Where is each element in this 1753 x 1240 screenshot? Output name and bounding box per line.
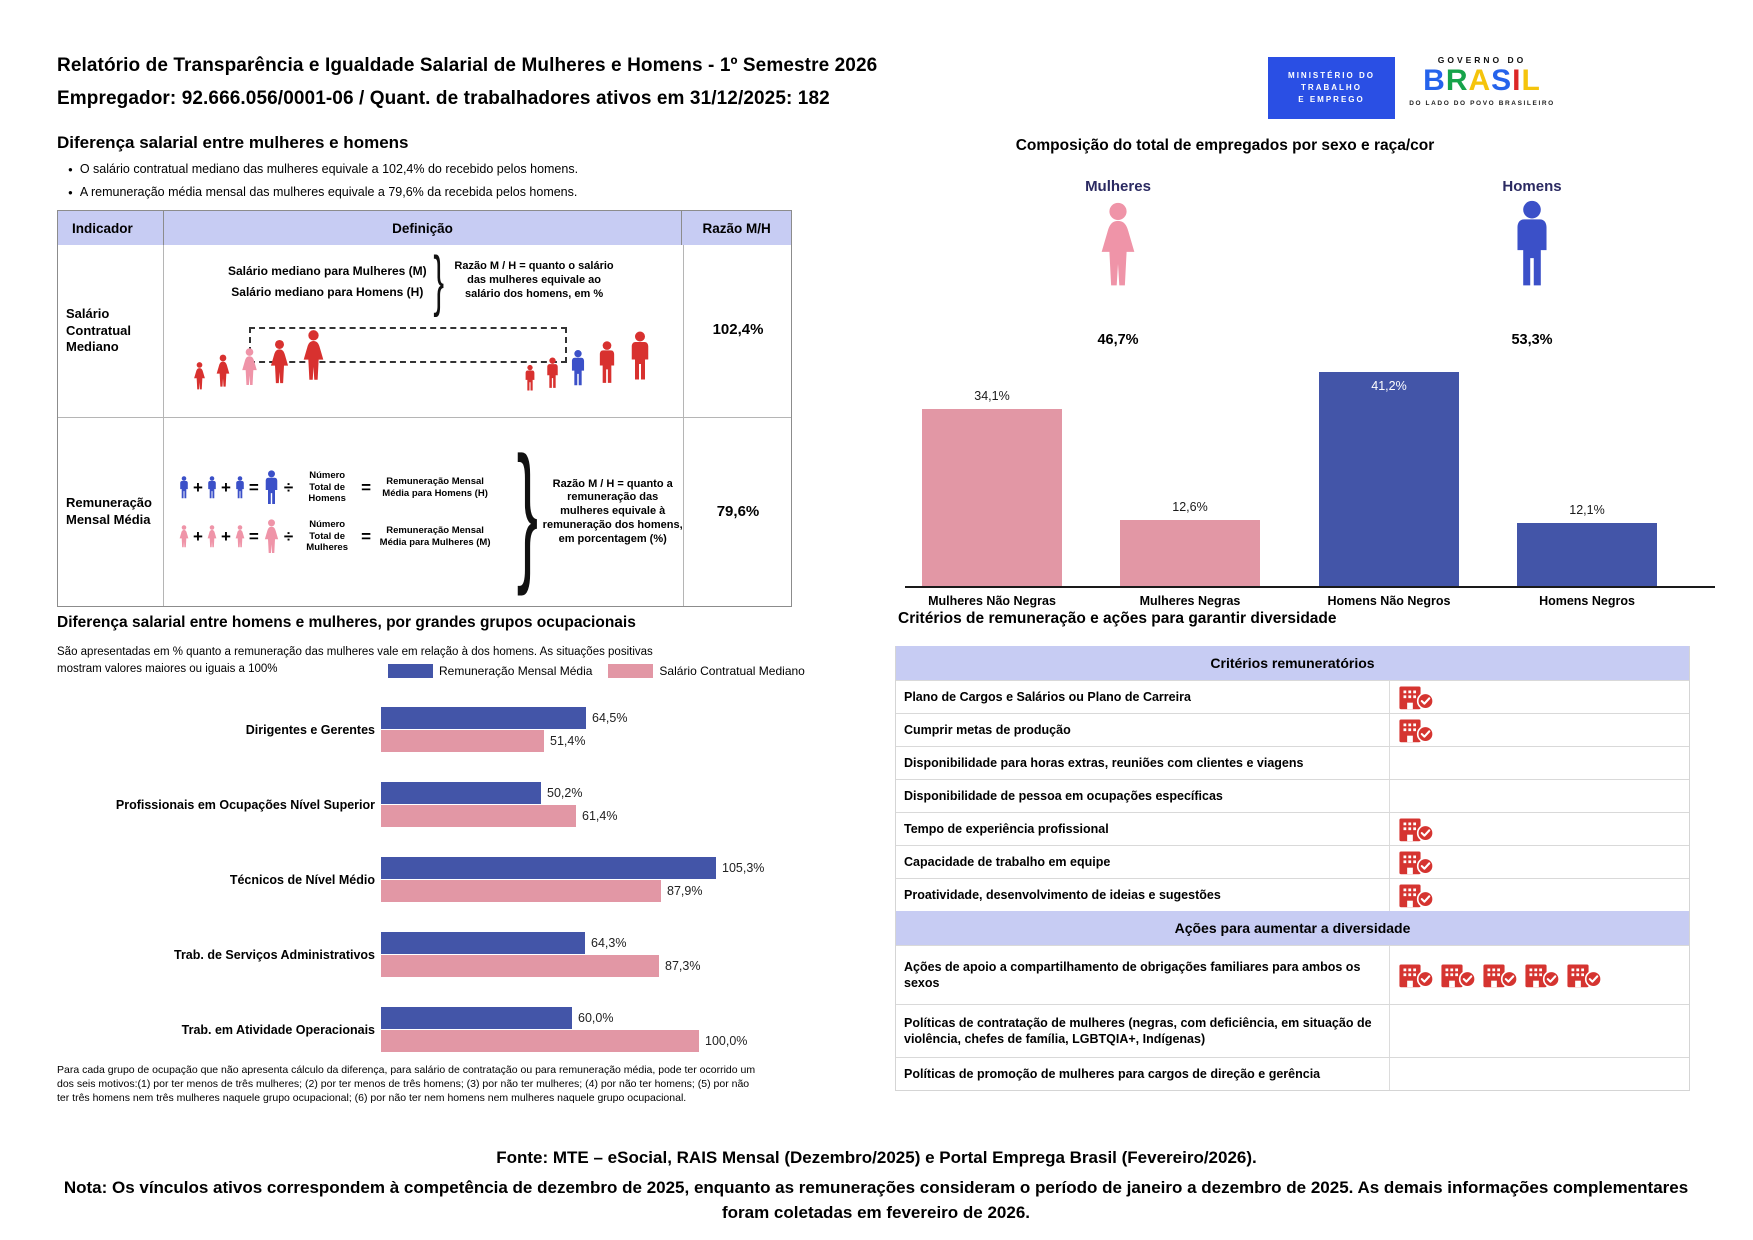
chart-legend bbox=[388, 664, 805, 678]
governo-tagline: DO LADO DO POVO BRASILEIRO bbox=[1409, 100, 1555, 107]
legend-label: Salário Contratual Mediano bbox=[659, 664, 805, 678]
equals-sign bbox=[249, 478, 259, 498]
indicator-median-salary: Salário Contratual Mediano bbox=[66, 305, 131, 355]
bar-sc bbox=[381, 955, 659, 977]
occupational-title: Diferença salarial entre homens e mulheres, por grandes grupos ocupacionais bbox=[57, 614, 636, 631]
mte-logo-line3: E EMPREGO bbox=[1298, 95, 1365, 104]
report-title: Relatório de Transparência e Igualdade Salarial de Mulheres e Homens - 1º Semestre 2026 bbox=[57, 55, 878, 76]
mulheres-label: Mulheres bbox=[1085, 178, 1151, 195]
criteria-row bbox=[896, 945, 1689, 1004]
bar-value-label: 87,9% bbox=[667, 884, 703, 898]
women-total-label: Número Total de Mulheres bbox=[306, 519, 349, 554]
bar-value-label: 87,3% bbox=[665, 959, 701, 973]
male-icon bbox=[233, 476, 247, 499]
bar-value-label: 41,2% bbox=[1371, 379, 1407, 393]
ratio-mean-value: 79,6% bbox=[716, 503, 760, 520]
male-icon bbox=[177, 476, 191, 499]
criteria-checks bbox=[1389, 681, 1689, 713]
median-women-label: Salário mediano para Mulheres (M) bbox=[227, 263, 427, 278]
male-icon bbox=[594, 326, 620, 399]
bar-sc bbox=[381, 805, 576, 827]
criteria-row bbox=[896, 878, 1689, 911]
female-icon bbox=[266, 325, 293, 399]
legend-swatch-blue bbox=[388, 664, 433, 678]
male-icon bbox=[1505, 200, 1559, 288]
definition-median bbox=[163, 245, 683, 417]
men-total-label: Número Total de Homens bbox=[308, 470, 346, 505]
employer-line: Empregador: 92.666.056/0001-06 / Quant. de trabalhadores ativos em 31/12/2025: 182 bbox=[57, 88, 830, 109]
group-tecnicos bbox=[57, 857, 787, 903]
bar-homens-nao-negros bbox=[1319, 372, 1459, 586]
bar-value-label: 50,2% bbox=[547, 786, 583, 800]
women-group bbox=[191, 312, 329, 399]
company-check-icon bbox=[1398, 882, 1435, 908]
mte-logo-line1: MINISTÉRIO DO bbox=[1288, 71, 1375, 80]
criteria-checks bbox=[1389, 747, 1689, 779]
mean-ratio-note: Razão M / H = quanto a remuneração das mulheres equivale à remuneração dos homens, em porcentagem (%) bbox=[542, 477, 683, 545]
criteria-label: Plano de Cargos e Salários ou Plano de Carreira bbox=[904, 689, 1191, 704]
group-label: Dirigentes e Gerentes bbox=[245, 723, 375, 737]
criteria-checks bbox=[1389, 1005, 1689, 1057]
occupational-footnote: Para cada grupo de ocupação que não apresenta cálculo da diferença, para salário de contratação ou para remuneração média, pode ter ocorrido um dos seis motivos:(1) por ter menos de três mulheres; (2) por ter menos de três homens; (3) por não ter mulheres; (4) por não ter homens; (5) por não ter três homens nem três mulheres naquele grupo ocupacional; (6) por não ter nem homens nem mulheres naquele grupo ocupacional. bbox=[57, 1064, 756, 1105]
female-icon bbox=[233, 525, 247, 548]
bar-value-label: 100,0% bbox=[705, 1034, 748, 1048]
occupational-description: São apresentadas em % quanto a remuneração das mulheres vale em relação à dos homens. As situações positivas mostram valores maiores ou iguais a 100% bbox=[57, 646, 653, 675]
mte-logo-line2: TRABALHO bbox=[1301, 83, 1362, 92]
bar-value-label: 34,1% bbox=[974, 389, 1010, 403]
median-ratio-note: Razão M / H = quanto o salário das mulheres equivale ao salário dos homens, em % bbox=[454, 260, 614, 300]
equals-sign bbox=[361, 527, 371, 547]
criteria-row bbox=[896, 812, 1689, 845]
indicator-table-header bbox=[58, 211, 791, 245]
bar-value-label: 12,1% bbox=[1569, 503, 1605, 517]
group-dirigentes bbox=[57, 707, 787, 753]
equals-sign bbox=[361, 478, 371, 498]
definition-mean bbox=[163, 417, 683, 607]
criteria-row bbox=[896, 845, 1689, 878]
criteria-checks bbox=[1389, 813, 1689, 845]
mte-logo bbox=[1268, 57, 1395, 119]
bar-sc bbox=[381, 1030, 699, 1052]
company-check-icon bbox=[1524, 962, 1561, 988]
gap-bullets bbox=[68, 162, 578, 208]
median-people-diagram bbox=[163, 309, 683, 401]
bullet-mean-salary bbox=[68, 185, 578, 199]
bar-value-label: 64,5% bbox=[592, 711, 628, 725]
male-icon bbox=[625, 313, 655, 399]
group-label: Técnicos de Nível Médio bbox=[229, 873, 375, 887]
table-divider bbox=[683, 245, 684, 606]
men-mean-equation bbox=[177, 470, 512, 505]
criteria-label: Cumprir metas de produção bbox=[904, 722, 1071, 737]
group-label: Trab. em Atividade Operacionais bbox=[181, 1023, 375, 1037]
bar-value-label: 60,0% bbox=[578, 1011, 614, 1025]
indicator-table bbox=[57, 210, 792, 607]
female-icon bbox=[177, 525, 191, 548]
bar-sc bbox=[381, 730, 544, 752]
cat-homens-negros: Homens Negros bbox=[1539, 594, 1635, 608]
criteria-row bbox=[896, 746, 1689, 779]
female-median-icon bbox=[238, 335, 261, 399]
bar-rm bbox=[381, 932, 585, 954]
criteria-row bbox=[896, 713, 1689, 746]
criteria-label: Tempo de experiência profissional bbox=[904, 821, 1109, 836]
male-icon bbox=[261, 470, 282, 505]
legend-swatch-pink bbox=[608, 664, 653, 678]
female-icon bbox=[1092, 202, 1144, 288]
section-gap-title: Diferença salarial entre mulheres e homens bbox=[57, 133, 409, 152]
criteria-label: Capacidade de trabalho em equipe bbox=[904, 854, 1111, 869]
female-icon bbox=[298, 312, 329, 399]
legend-remuneracao bbox=[388, 664, 592, 678]
col-razao: Razão M/H bbox=[681, 211, 791, 245]
bullet-text: ● O salário contratual mediano das mulheres equivale a 102,4% do recebido pelos homens. bbox=[79, 162, 579, 176]
criteria-checks bbox=[1389, 780, 1689, 812]
cat-mulheres-nao-negras: Mulheres Não Negras bbox=[928, 594, 1056, 608]
homens-label: Homens bbox=[1502, 178, 1562, 195]
group-profissionais bbox=[57, 782, 787, 828]
male-icon bbox=[205, 476, 219, 499]
criteria-label: Políticas de contratação de mulheres (negras, com deficiência, em situação de violência, chefes de família, LGBTQIA+, Indígenas) bbox=[904, 1015, 1372, 1046]
criteria-table bbox=[895, 646, 1690, 1091]
female-icon bbox=[191, 353, 208, 399]
female-pct: 46,7% bbox=[1097, 332, 1139, 348]
group-label: Profissionais em Ocupações Nível Superior bbox=[115, 798, 375, 812]
company-check-icon bbox=[1398, 816, 1435, 842]
company-check-icon bbox=[1398, 849, 1435, 875]
criteria-band-remuneratorios: Critérios remuneratórios bbox=[896, 646, 1689, 680]
composition-title: Composição do total de empregados por sexo e raça/cor bbox=[1015, 137, 1435, 154]
bar-homens-negros bbox=[1517, 503, 1657, 586]
criteria-checks bbox=[1389, 946, 1689, 1004]
men-group bbox=[522, 313, 655, 399]
bar-mulheres-nao-negras bbox=[922, 389, 1062, 586]
bar-mulheres-negras bbox=[1120, 500, 1260, 586]
criteria-row bbox=[896, 680, 1689, 713]
bar-rm bbox=[381, 1007, 572, 1029]
women-mean-equation bbox=[177, 519, 512, 554]
male-median-icon bbox=[567, 337, 589, 399]
group-operacionais bbox=[57, 1007, 787, 1053]
bar-value-label: 105,3% bbox=[722, 861, 765, 875]
criteria-label: Políticas de promoção de mulheres para cargos de direção e gerência bbox=[904, 1066, 1321, 1081]
male-icon bbox=[522, 357, 538, 399]
company-check-icon bbox=[1398, 684, 1435, 710]
criteria-row bbox=[896, 779, 1689, 812]
female-icon bbox=[261, 519, 282, 554]
cat-mulheres-negras: Mulheres Negras bbox=[1139, 594, 1241, 608]
group-administrativos bbox=[57, 932, 787, 978]
bar-value-label: 51,4% bbox=[550, 734, 586, 748]
indicator-mean-salary: Remuneração Mensal Média bbox=[66, 495, 152, 527]
brasil-wordmark: BRASIL bbox=[1423, 64, 1541, 97]
bar-value-label: 64,3% bbox=[591, 936, 627, 950]
bar-sc bbox=[381, 880, 661, 902]
divide-sign bbox=[284, 527, 293, 547]
bullet-median-salary bbox=[68, 162, 578, 176]
criteria-checks bbox=[1389, 846, 1689, 878]
bar-rm bbox=[381, 857, 716, 879]
women-mean-result-label: Remuneração Mensal Média para Mulheres (M) bbox=[379, 525, 491, 548]
criteria-label: Proatividade, desenvolvimento de ideias e sugestões bbox=[904, 887, 1221, 902]
col-indicador: Indicador bbox=[72, 220, 133, 236]
plus-sign bbox=[221, 527, 231, 547]
divide-sign bbox=[284, 478, 293, 498]
criteria-checks bbox=[1389, 1058, 1689, 1090]
group-label: Trab. de Serviços Administrativos bbox=[174, 948, 375, 962]
criteria-label: Ações de apoio a compartilhamento de obrigações familiares para ambos os sexos bbox=[904, 959, 1361, 990]
bar-rm bbox=[381, 707, 586, 729]
criteria-row bbox=[896, 1057, 1689, 1090]
equals-sign bbox=[249, 527, 259, 547]
plus-sign bbox=[193, 527, 203, 547]
plus-sign bbox=[221, 478, 231, 498]
footer-nota: Nota: Os vínculos ativos correspondem à competência de dezembro de 2025, enquanto as remunerações consideram o período de janeiro a dezembro de 2025. As demais informações complementares foram coletadas em fevereiro de 2026. bbox=[63, 1178, 1689, 1222]
governo-do-label: GOVERNO DO bbox=[1437, 55, 1527, 65]
criteria-checks bbox=[1389, 714, 1689, 746]
brace-decoration bbox=[516, 443, 537, 581]
plus-sign bbox=[193, 478, 203, 498]
median-men-label: Salário mediano para Homens (H) bbox=[231, 284, 424, 299]
male-icon bbox=[543, 347, 562, 399]
criteria-row bbox=[896, 1004, 1689, 1057]
bar-value-label: 61,4% bbox=[582, 809, 618, 823]
female-icon bbox=[205, 525, 219, 548]
company-check-icon bbox=[1566, 962, 1603, 988]
criteria-title: Critérios de remuneração e ações para garantir diversidade bbox=[898, 610, 1337, 627]
cat-homens-nao-negros: Homens Não Negros bbox=[1327, 594, 1451, 608]
criteria-checks bbox=[1389, 879, 1689, 911]
composition-bar-chart bbox=[905, 360, 1715, 588]
female-icon bbox=[213, 343, 233, 399]
col-definicao: Definição bbox=[163, 211, 682, 245]
company-check-icon bbox=[1398, 962, 1435, 988]
occupational-bar-chart bbox=[57, 700, 787, 1062]
legend-salario bbox=[608, 664, 804, 678]
bar-rm bbox=[381, 782, 541, 804]
criteria-label: Disponibilidade para horas extras, reuniões com clientes e viagens bbox=[904, 755, 1304, 770]
criteria-band-diversidade: Ações para aumentar a diversidade bbox=[896, 911, 1689, 945]
criteria-label: Disponibilidade de pessoa em ocupações específicas bbox=[904, 788, 1223, 803]
governo-brasil-logo bbox=[1407, 55, 1557, 107]
legend-label: Remuneração Mensal Média bbox=[439, 664, 593, 678]
company-check-icon bbox=[1440, 962, 1477, 988]
company-check-icon bbox=[1398, 717, 1435, 743]
men-mean-result-label: Remuneração Mensal Média para Homens (H) bbox=[382, 476, 488, 499]
bullet-text: ● A remuneração média mensal das mulheres equivale a 79,6% da recebida pelos homens. bbox=[79, 185, 578, 199]
footer-fonte: Fonte: MTE – eSocial, RAIS Mensal (Dezembro/2025) e Portal Emprega Brasil (Fevereiro/2026). bbox=[496, 1148, 1257, 1167]
bar-value-label: 12,6% bbox=[1172, 500, 1208, 514]
company-check-icon bbox=[1482, 962, 1519, 988]
brace-decoration bbox=[433, 251, 444, 311]
ratio-median-value: 102,4% bbox=[712, 321, 764, 338]
male-pct: 53,3% bbox=[1511, 332, 1553, 348]
